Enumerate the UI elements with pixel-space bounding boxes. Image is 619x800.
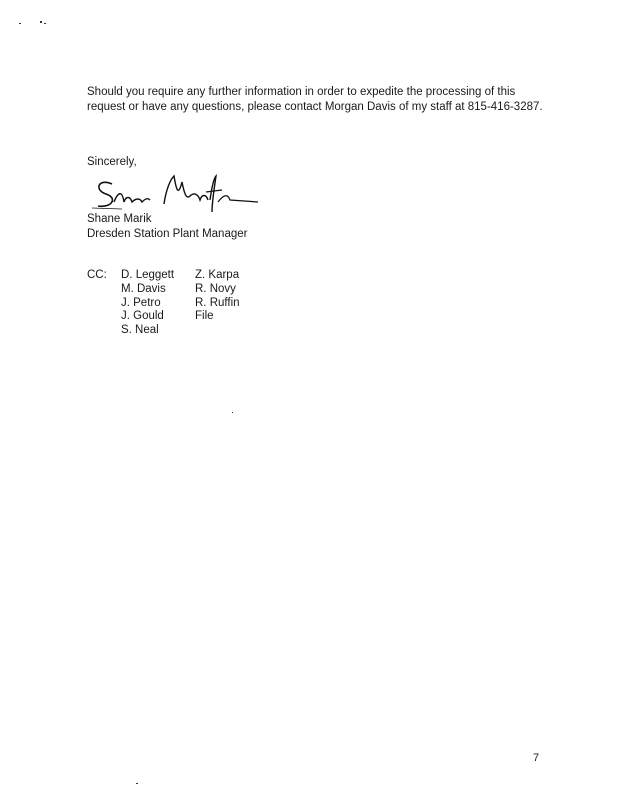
cc-recipient: J. Petro: [121, 296, 161, 309]
page-number: 7: [533, 752, 540, 764]
scan-speck: [19, 23, 21, 24]
closing-salutation: Sincerely,: [87, 156, 137, 168]
scan-speck: [40, 21, 42, 23]
cc-recipient: R. Ruffin: [195, 296, 240, 309]
signer-name: Shane Marik: [87, 213, 152, 225]
cc-recipient: D. Leggett: [121, 269, 175, 281]
cc-column-2: [195, 269, 240, 324]
cc-recipient: File: [195, 310, 214, 323]
scan-speck: [44, 23, 46, 24]
cc-recipient: S. Neal: [121, 324, 159, 337]
cc-recipient: R. Novy: [195, 282, 236, 295]
contact-paragraph: Should you require any further information in order to expedite the processing of this request or have any questions, please contact Morgan Davis of my staff at 815-416-3287.: [87, 86, 543, 113]
cc-label: CC:: [87, 269, 107, 281]
signer-title: Dresden Station Plant Manager: [87, 228, 248, 240]
cc-column-1: [121, 269, 174, 338]
scan-speck: [232, 412, 233, 413]
cc-recipient: Z. Karpa: [195, 269, 240, 281]
cc-recipient: J. Gould: [121, 310, 164, 323]
cc-recipient: M. Davis: [121, 282, 166, 295]
scan-speck: [136, 783, 138, 784]
